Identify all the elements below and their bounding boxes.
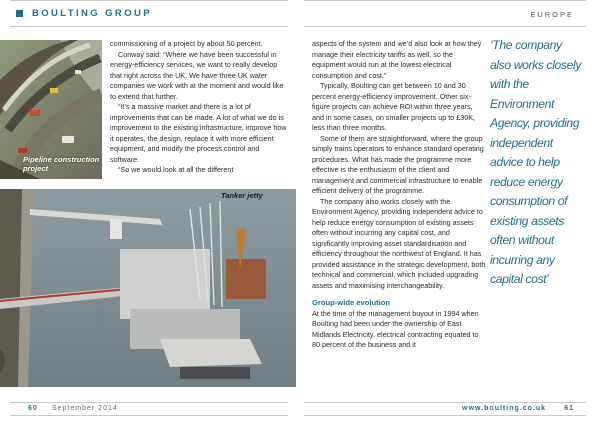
pipeline-photo xyxy=(0,40,102,179)
paragraph: Some of them are straightforward, where the group simply trains operators to enhance standard operating procedures. What has made the programme more effective is the enthusiasm of the client and management and commercial infrastructure to enable efficient delivery of the programme. xyxy=(312,133,484,195)
tanker-caption: Tanker jetty xyxy=(221,191,263,200)
paragraph: aspects of the system and we’d also look at how they manage their electricity tariffs as well, so the equipment would run at the lowest electrical consumption and cost.” xyxy=(312,39,482,80)
article-column-right xyxy=(312,39,486,351)
subhead: Group-wide evolution xyxy=(312,298,391,307)
tanker-jetty-graphic xyxy=(0,189,296,387)
website-link[interactable]: www.boulting.co.uk xyxy=(462,405,546,412)
paragraph: commissioning of a project by about 50 percent. xyxy=(110,39,263,48)
header-right-bar xyxy=(304,0,586,27)
paragraph: At the time of the management buyout in 1994 when Boulting had been under the ownership of East Midlands Electricity, electrical contracting equated to 80 percent of the business and it xyxy=(312,308,479,349)
paragraph: “So we would look at all the different xyxy=(118,165,234,174)
pull-quote: ‘The company also works closely with the Environment Agency, providing independent advice to help reduce energy consumption of existing assets often without incurring any capital cost’ xyxy=(490,38,582,286)
header-left-bar xyxy=(10,0,288,27)
tanker-jetty-photo xyxy=(0,189,296,387)
footer-left-bar xyxy=(10,402,288,416)
paragraph: “It’s a massive market and there is a lot of improvements that can be made. A lot of what we do is improvement to the existing infrastructure, improve how it operates, the design, replace it with more efficient equipment, and modify the process control and software. xyxy=(110,102,287,164)
footer-right-bar xyxy=(304,402,586,416)
paragraph: Conway said: “Where we have been successful in energy-efficiency services, we want to really develop that right across the UK. We have three UK water companies we work with at the moment and would like to extend that further. xyxy=(110,49,284,101)
page-number-right: 61 xyxy=(564,405,574,412)
issue-date: September 2014 xyxy=(52,405,118,412)
pipeline-caption: Pipeline construction project xyxy=(23,155,100,173)
brand-name: BOULTING GROUP xyxy=(32,8,152,19)
paragraph: Typically, Boulting can get between 10 and 30 percent energy-efficiency improvement. Other six-figure projects can achieve ROI within three years, and in some cases, on smaller projects up to £30K, less than three months. xyxy=(312,81,476,132)
article-column-left xyxy=(110,39,290,176)
paragraph: The company also works closely with the Environment Agency, providing independent advice to help reduce energy consumption of existing assets often without incurring any capital cost, and significantly improving asset standardisation and efficiency throughout the northwest of England. It has provided assistance in the strategic development, both technical and commercial, which included upgrading assets and maximising interchangeability. xyxy=(312,196,486,290)
page-number-left: 60 xyxy=(28,405,38,412)
section-tag: EUROPE xyxy=(530,10,574,19)
